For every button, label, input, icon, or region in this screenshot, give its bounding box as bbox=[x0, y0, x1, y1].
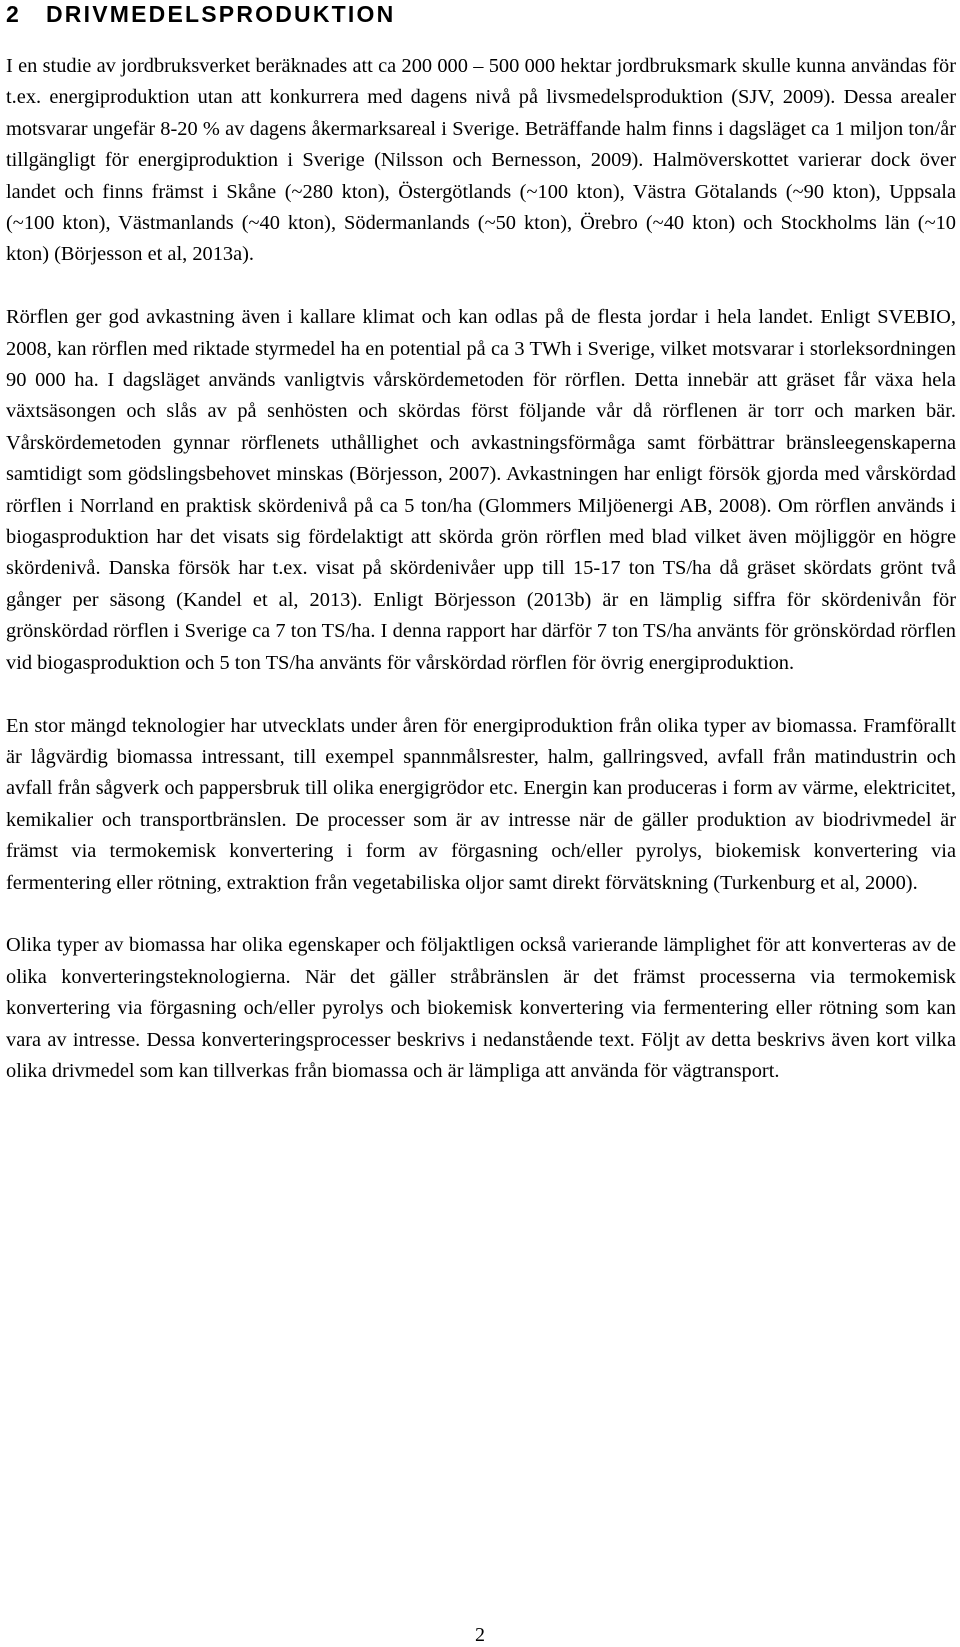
paragraph-reed-canary-grass: Rörflen ger god avkastning även i kallare klimat och kan odlas på de flesta jordar i hela landet. Enligt SVEBIO, 2008, kan rörflen med riktade styrmedel ha en potential på ca 3 TWh i Sverige, vilket motsvarar i storleksordningen 90 000 ha. I dagsläget används vanligtvis vårskördemetoden för rörflen. Detta innebär att gräset får växa hela växtsäsongen och slås av på senhösten och skördas först följande vår då rörflenen är torr och marken bär. Vårskördemetoden gynnar rörflenets uthållighet och avkastningsförmåga samt förbättrar bränsleegenskaperna samtidigt som gödslingsbehovet minskas (Börjesson, 2007). Avkastningen har enligt försök gjorda med vårskördad rörflen i Norrland en praktisk skördenivå på ca 5 ton/ha (Glommers Miljöenergi AB, 2008). Om rörflen används i biogasproduktion har det visats sig fördelaktigt att skörda grön rörflen med blad vilket även möjliggör en högre skördenivå. Danska försök har t.ex. visat på skördenivåer upp till 15-17 ton TS/ha då gräset skördats grönt två gånger per säsong (Kandel et al, 2013). Enligt Börjesson (2013b) är en lämplig siffra för skördenivån för grönskördad rörflen i Sverige ca 7 ton TS/ha. I denna rapport har därför 7 ton TS/ha använts för grönskördad rörflen vid biogasproduktion och 5 ton TS/ha använts för vårskördad rörflen för övrig energiproduktion. bbox=[6, 306, 956, 674]
section-number: 2 bbox=[6, 1, 21, 27]
section-title: DRIVMEDELSPRODUKTION bbox=[46, 1, 396, 27]
paragraph-conversion-technologies: En stor mängd teknologier har utvecklats under åren för energiproduktion från olika typer av biomassa. Framförallt är lågvärdig biomassa intressant, till exempel spannmålsrester, halm, gallringsved, avfall från matindustrin och avfall från sågverk och pappersbruk till olika energigrödor etc. Energin kan produceras i form av värme, elektricitet, kemikalier och transportbränslen. De processer som är av intresse när de gäller produktion av biodrivmedel är främst via termokemisk konvertering i form av förgasning och/eller pyrolys, biokemisk konvertering via fermentering eller rötning, extraktion från vegetabiliska oljor samt direkt förvätskning (Turkenburg et al, 2000). bbox=[6, 714, 956, 894]
paragraph-arable-land: I en studie av jordbruksverket beräknades att ca 200 000 – 500 000 hektar jordbruksmark skulle kunna användas för t.ex. energiproduktion utan att konkurrera med dagens nivå på livsmedelsproduktion (SJV, 2009). Dessa arealer motsvarar ungefär 8-20 % av dagens åkermarksareal i Sverige. Beträffande halm finns i dagsläget ca 1 miljon ton/år tillgängligt för energiproduktion i Sverige (Nilsson och Bernesson, 2009). Halmöverskottet varierar dock över landet och finns främst i Skåne (~280 kton), Östergötlands (~100 kton), Västra Götalands (~90 kton), Uppsala (~100 kton), Västmanlands (~40 kton), Södermanlands (~50 kton), Örebro (~40 kton) och Stockholms län (~10 kton) (Börjesson et al, 2013a). bbox=[6, 55, 956, 266]
section-body bbox=[6, 51, 956, 1119]
paragraph-biomass-properties: Olika typer av biomassa har olika egenskaper och följaktligen också varierande lämplighet för att konverteras av de olika konverteringsteknologierna. När det gäller stråbränslen är det främst processerna via termokemisk konvertering via förgasning och/eller pyrolys och biokemisk konvertering via fermentering eller rötning som kan vara av intresse. Dessa konverteringsprocesser beskrivs i nedanstående text. Följt av detta beskrivs även kort vilka olika drivmedel som kan tillverkas från biomassa och är lämpliga att använda för vägtransport. bbox=[6, 934, 956, 1082]
page-number: 2 bbox=[475, 1624, 485, 1646]
section-heading bbox=[6, 0, 395, 28]
